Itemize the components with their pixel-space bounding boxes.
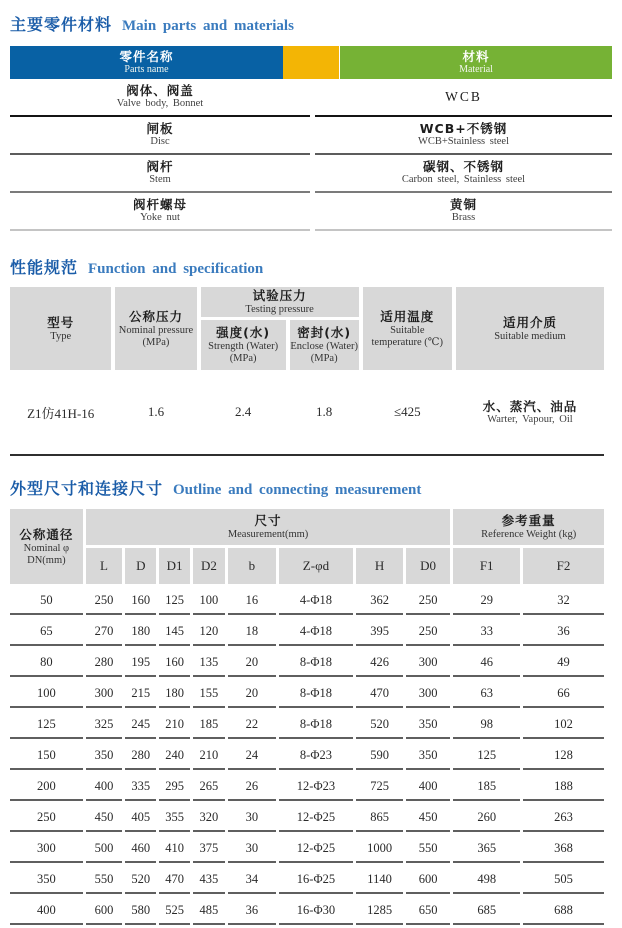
dim-cell: 102 (523, 711, 604, 739)
spec-header-temp-cn: 适用温度 (380, 308, 435, 324)
spec-title-en: Function and specification (88, 261, 264, 277)
material-label-cn: 材料 (462, 49, 490, 64)
section-dimensions (10, 476, 612, 928)
dim-header-dn-cn: 公称通径 (19, 526, 74, 542)
spec-header-strength-en: Strength (Water) (208, 341, 279, 352)
dim-cell: 1285 (356, 897, 402, 925)
dim-cell: 12-Φ25 (279, 835, 354, 863)
dim-cell: 350 (406, 711, 451, 739)
dim-header-weight (453, 509, 604, 545)
dim-cell: 485 (193, 897, 225, 925)
table-row (10, 79, 612, 117)
dim-cell: 520 (125, 866, 156, 894)
dim-cell: 525 (159, 897, 189, 925)
dim-cell: 245 (125, 711, 156, 739)
table-row (10, 193, 612, 231)
dim-cell: 590 (356, 742, 402, 770)
spec-section-title (10, 255, 612, 280)
part-name-cn: 阀体、阀盖 (126, 83, 194, 98)
table-row (10, 711, 604, 739)
dim-cell: 34 (228, 866, 275, 894)
part-name-en: Disc (150, 136, 170, 147)
dim-cell: 185 (193, 711, 225, 739)
part-name-cell (10, 117, 310, 155)
table-row (10, 773, 604, 801)
material-en: Carbon steel, Stainless steel (401, 174, 526, 185)
dim-cell: 410 (159, 835, 189, 863)
dim-cell: 362 (356, 587, 402, 615)
materials-title-en: Main parts and materials (122, 18, 294, 34)
dim-cell: 36 (523, 618, 604, 646)
spec-header-strength-unit: (MPa) (229, 353, 257, 364)
spec-value-type: Z1仿41H-16 (27, 405, 95, 421)
dim-cell: 98 (453, 711, 520, 739)
table-row (10, 835, 604, 863)
dim-cell: 145 (159, 618, 189, 646)
part-name-cell (10, 193, 310, 231)
table-row (10, 742, 604, 770)
dim-cell: 22 (228, 711, 275, 739)
parts-name-header-cell (10, 46, 283, 79)
dim-cell: 240 (159, 742, 189, 770)
spec-header-enclose (290, 320, 359, 370)
dimensions-table (7, 506, 607, 928)
dim-cell: 8-Φ18 (279, 649, 354, 677)
material-header-cell (340, 46, 612, 79)
dn-cell: 300 (10, 835, 83, 863)
spec-header-type-en: Type (50, 330, 72, 342)
dim-cell: 300 (86, 680, 122, 708)
dim-cell: 280 (86, 649, 122, 677)
dim-cell: 30 (228, 804, 275, 832)
dim-cell: 375 (193, 835, 225, 863)
dim-cell: 26 (228, 773, 275, 801)
spec-header-temp-en: Suitable (390, 324, 425, 336)
table-row (10, 866, 604, 894)
parts-name-label-cn: 零件名称 (119, 49, 174, 64)
dim-cell: 125 (159, 587, 189, 615)
dn-cell: 350 (10, 866, 83, 894)
spec-title-cn: 性能规范 (10, 258, 79, 277)
header-accent-block (283, 46, 339, 79)
dim-header-measurement-cn: 尺寸 (254, 513, 282, 528)
material-cell (315, 193, 612, 231)
dim-cell: 4-Φ18 (279, 587, 354, 615)
dim-cell: 450 (86, 804, 122, 832)
dim-cell: 550 (86, 866, 122, 894)
dim-cell: 265 (193, 773, 225, 801)
materials-header-bar (10, 46, 612, 79)
table-row (10, 587, 604, 615)
dim-cell: 470 (159, 866, 189, 894)
table-row (10, 897, 604, 925)
dim-cell: 210 (159, 711, 189, 739)
spec-value-strength: 2.4 (234, 404, 252, 419)
dim-cell: 49 (523, 649, 604, 677)
spec-header-type-cn: 型号 (47, 314, 75, 330)
material-cell (315, 79, 612, 117)
part-name-cn: 阀杆 (146, 159, 174, 174)
dim-header-dn-en2: DN(mm) (27, 554, 66, 566)
table-row (10, 680, 604, 708)
dim-subheader-d1: D1 (159, 548, 189, 584)
spec-header-testing-pressure (201, 287, 359, 317)
spec-header-medium-cn: 适用介质 (502, 314, 557, 330)
spec-value-medium-en: Warter, Vapour, Oil (487, 413, 573, 425)
dim-cell: 160 (125, 587, 156, 615)
dim-cell: 400 (86, 773, 122, 801)
dim-cell: 135 (193, 649, 225, 677)
section-spacer (10, 231, 612, 255)
dim-cell: 260 (453, 804, 520, 832)
dim-cell: 188 (523, 773, 604, 801)
dim-cell: 1140 (356, 866, 402, 894)
dim-cell: 32 (523, 587, 604, 615)
materials-rows (10, 79, 612, 231)
section-materials (10, 12, 612, 231)
spec-header-temperature (363, 287, 452, 370)
dim-cell: 600 (86, 897, 122, 925)
dim-cell: 16-Φ30 (279, 897, 354, 925)
spec-value-medium (456, 373, 604, 451)
dim-subheader-f2: F2 (523, 548, 604, 584)
spec-value-enclose: 1.8 (316, 404, 333, 419)
dim-header-weight-cn: 参考重量 (501, 513, 556, 528)
spec-header-temp-en2: temperature (℃) (371, 336, 444, 348)
dim-cell: 500 (86, 835, 122, 863)
dim-cell: 12-Φ25 (279, 804, 354, 832)
section-spec (10, 255, 612, 456)
dim-header-dn-en: Nominal φ (23, 542, 70, 554)
dim-cell: 450 (406, 804, 451, 832)
dim-cell: 16-Φ25 (279, 866, 354, 894)
part-name-cell (10, 79, 310, 117)
dim-cell: 368 (523, 835, 604, 863)
dim-cell: 365 (453, 835, 520, 863)
dim-cell: 470 (356, 680, 402, 708)
material-cn: WCB+不锈钢 (419, 121, 508, 136)
dim-header-dn (10, 509, 83, 584)
dim-cell: 505 (523, 866, 604, 894)
dimensions-title-en: Outline and connecting measurement (173, 482, 422, 498)
dim-header-measurement (86, 509, 451, 545)
dim-cell: 250 (406, 587, 451, 615)
part-name-cn: 闸板 (146, 121, 174, 136)
dn-cell: 150 (10, 742, 83, 770)
dim-cell: 63 (453, 680, 520, 708)
dim-cell: 8-Φ18 (279, 711, 354, 739)
dim-subheader-zd: Z-φd (279, 548, 354, 584)
dim-cell: 580 (125, 897, 156, 925)
dim-cell: 405 (125, 804, 156, 832)
spec-header-enclose-cn: 密封(水) (297, 325, 352, 340)
material-cn: 黄铜 (449, 197, 477, 212)
dim-cell: 600 (406, 866, 451, 894)
dn-cell: 125 (10, 711, 83, 739)
dim-cell: 66 (523, 680, 604, 708)
material-cn: WCB (445, 89, 482, 104)
dn-cell: 100 (10, 680, 83, 708)
dim-cell: 335 (125, 773, 156, 801)
dim-cell: 350 (86, 742, 122, 770)
dn-cell: 50 (10, 587, 83, 615)
spec-header-medium (456, 287, 604, 370)
spec-header-nominal-pressure (115, 287, 196, 370)
spec-value-temperature: ≤425 (393, 404, 421, 419)
part-name-en: Valve body, Bonnet (116, 98, 204, 109)
dim-cell: 688 (523, 897, 604, 925)
dim-cell: 550 (406, 835, 451, 863)
dim-header-weight-en: Reference Weight (kg) (481, 529, 577, 540)
part-name-cn: 阀杆螺母 (132, 197, 187, 212)
material-label-en: Material (459, 64, 493, 75)
material-cell (315, 117, 612, 155)
material-en: WCB+Stainless steel (417, 136, 510, 147)
material-cell (315, 155, 612, 193)
dim-cell: 300 (406, 649, 451, 677)
dim-cell: 24 (228, 742, 275, 770)
dim-cell: 295 (159, 773, 189, 801)
dim-cell: 155 (193, 680, 225, 708)
table-row (10, 649, 604, 677)
dim-subheader-b: b (228, 548, 275, 584)
spec-header-enclose-unit: (MPa) (310, 353, 338, 364)
dim-cell: 1000 (356, 835, 402, 863)
dim-cell: 128 (523, 742, 604, 770)
table-row (10, 117, 612, 155)
table-row (10, 618, 604, 646)
spec-header-strength-cn: 强度(水) (216, 325, 271, 340)
dim-subheader-row (10, 548, 604, 584)
material-cn: 碳钢、不锈钢 (422, 159, 504, 174)
dim-cell: 18 (228, 618, 275, 646)
dim-cell: 16 (228, 587, 275, 615)
part-name-cell (10, 155, 310, 193)
spec-header-tp-en: Testing pressure (245, 304, 314, 315)
dn-cell: 200 (10, 773, 83, 801)
dim-cell: 180 (125, 618, 156, 646)
dim-cell: 300 (406, 680, 451, 708)
dim-cell: 125 (453, 742, 520, 770)
dim-cell: 215 (125, 680, 156, 708)
dn-cell: 400 (10, 897, 83, 925)
section-spacer (10, 456, 612, 476)
spec-value-nominal-pressure: 1.6 (147, 404, 165, 419)
dim-cell: 325 (86, 711, 122, 739)
dim-subheader-d: D (125, 548, 156, 584)
dn-cell: 80 (10, 649, 83, 677)
dim-cell: 250 (86, 587, 122, 615)
spec-header-np-unit: (MPa) (142, 336, 170, 348)
dim-cell: 100 (193, 587, 225, 615)
dim-cell: 8-Φ23 (279, 742, 354, 770)
dim-cell: 120 (193, 618, 225, 646)
dim-cell: 263 (523, 804, 604, 832)
dim-cell: 320 (193, 804, 225, 832)
dim-cell: 270 (86, 618, 122, 646)
dim-cell: 435 (193, 866, 225, 894)
dim-subheader-h: H (356, 548, 402, 584)
dim-cell: 395 (356, 618, 402, 646)
dim-cell: 250 (406, 618, 451, 646)
dn-cell: 250 (10, 804, 83, 832)
dim-subheader-f1: F1 (453, 548, 520, 584)
dim-header-measurement-en: Measurement(mm) (227, 529, 309, 540)
dim-cell: 685 (453, 897, 520, 925)
materials-section-title (10, 12, 612, 37)
dim-cell: 725 (356, 773, 402, 801)
material-en: Brass (451, 212, 476, 223)
spec-data-row (10, 373, 604, 451)
dim-cell: 865 (356, 804, 402, 832)
dim-table-body (10, 587, 604, 925)
dn-cell: 65 (10, 618, 83, 646)
spec-header-tp-cn: 试验压力 (252, 288, 307, 303)
table-row (10, 804, 604, 832)
dimensions-section-title (10, 476, 612, 501)
spec-header-np-en: Nominal pressure (118, 324, 194, 336)
dim-subheader-d0: D0 (406, 548, 451, 584)
dimensions-title-cn: 外型尺寸和连接尺寸 (10, 479, 164, 498)
dim-cell: 36 (228, 897, 275, 925)
dim-cell: 30 (228, 835, 275, 863)
dim-cell: 20 (228, 649, 275, 677)
spec-header-type (10, 287, 111, 370)
parts-name-label-en: Parts name (124, 64, 169, 75)
dim-cell: 185 (453, 773, 520, 801)
dim-cell: 400 (406, 773, 451, 801)
dim-cell: 33 (453, 618, 520, 646)
part-name-en: Stem (149, 174, 171, 185)
table-row (10, 155, 612, 193)
spec-table (6, 284, 608, 454)
dim-cell: 350 (406, 742, 451, 770)
dim-cell: 355 (159, 804, 189, 832)
dim-cell: 4-Φ18 (279, 618, 354, 646)
dim-cell: 426 (356, 649, 402, 677)
spec-header-strength (201, 320, 286, 370)
dim-cell: 210 (193, 742, 225, 770)
materials-title-cn: 主要零件材料 (10, 15, 113, 34)
dim-cell: 460 (125, 835, 156, 863)
dim-cell: 195 (125, 649, 156, 677)
dim-cell: 46 (453, 649, 520, 677)
spec-value-medium-cn: 水、蒸汽、油品 (482, 398, 578, 414)
spec-header-enclose-en: Enclose (Water) (290, 341, 359, 352)
spec-header-medium-en: Suitable medium (494, 330, 566, 342)
dim-subheader-l: L (86, 548, 122, 584)
dim-cell: 160 (159, 649, 189, 677)
spec-header-np-cn: 公称压力 (128, 308, 183, 324)
dim-cell: 8-Φ18 (279, 680, 354, 708)
dim-cell: 12-Φ23 (279, 773, 354, 801)
dim-cell: 498 (453, 866, 520, 894)
dim-subheader-d2: D2 (193, 548, 225, 584)
part-name-en: Yoke nut (140, 212, 180, 223)
dim-cell: 520 (356, 711, 402, 739)
dim-cell: 180 (159, 680, 189, 708)
dim-cell: 29 (453, 587, 520, 615)
dim-cell: 650 (406, 897, 451, 925)
dim-cell: 280 (125, 742, 156, 770)
dim-cell: 20 (228, 680, 275, 708)
